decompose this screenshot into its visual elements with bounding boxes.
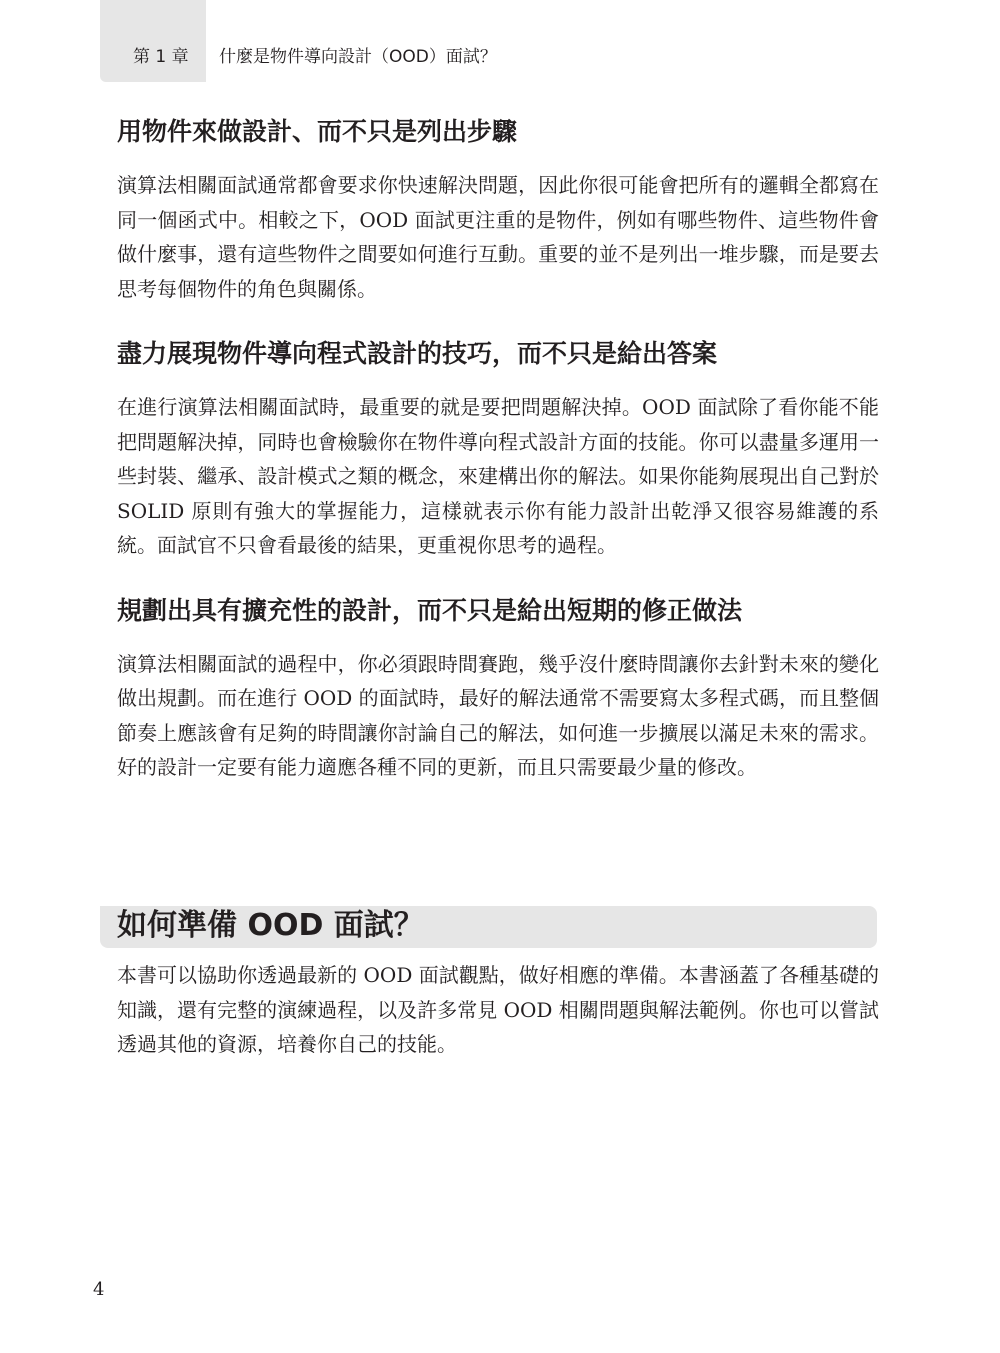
section-paragraph: 在進行演算法相關面試時，最重要的就是要把問題解決掉。OOD 面試除了看你能不能把問題解決掉，同時也會檢驗你在物件導向程式設計方面的技能。你可以盡量多運用一些封裝、繼承、設計模式之類的概念，來建構出你的解法。如果你能夠展現出自己對於 SOLID 原則有強大的掌握能力，這樣就表示你有能力設計出乾淨又很容易維護的系統。面試官不只會看最後的結果，更重視你思考的過程。 [117,395,879,557]
section-extensible-design [117,593,879,785]
page-number: 4 [93,1279,105,1300]
section-heading: 規劃出具有擴充性的設計，而不只是給出短期的修正做法 [117,595,743,625]
running-header-title: 什麼是物件導向設計（OOD）面試？ [219,47,497,67]
major-section-paragraph: 本書可以協助你透過最新的 OOD 面試觀點，做好相應的準備。本書涵蓋了各種基礎的知識，還有完整的演練過程，以及許多常見 OOD 相關問題與解法範例。你也可以嘗試透過其他的資源，培養你自己的技能。 [117,963,879,1056]
major-section-heading: 如何準備 OOD 面試？ [117,908,424,943]
section-paragraph: 演算法相關面試的過程中，你必須跟時間賽跑，幾乎沒什麼時間讓你去針對未來的變化做出規劃。而在進行 OOD 的面試時，最好的解法通常不需要寫太多程式碼，而且整個節奏上應該會有足夠的時間讓你討論自己的解法，如何進一步擴展以滿足未來的需求。好的設計一定要有能力適應各種不同的更新，而且只需要最少量的修改。 [117,651,879,779]
section-heading: 用物件來做設計、而不只是列出步驟 [117,117,518,146]
main-content [117,114,879,815]
chapter-label: 第 1 章 [133,47,189,67]
section-heading: 盡力展現物件導向程式設計的技巧，而不只是給出答案 [117,339,718,368]
section-design-with-objects [117,114,879,306]
section-oop-skills [117,336,879,563]
section-paragraph: 演算法相關面試通常都會要求你快速解決問題，因此你很可能會把所有的邏輯全都寫在同一個函式中。相較之下，OOD 面試更注重的是物件，例如有哪些物件、這些物件會做什麼事，還有這些物件之間要如何進行互動。重要的並不是列出一堆步驟，而是要去思考每個物件的角色與關係。 [117,173,879,301]
